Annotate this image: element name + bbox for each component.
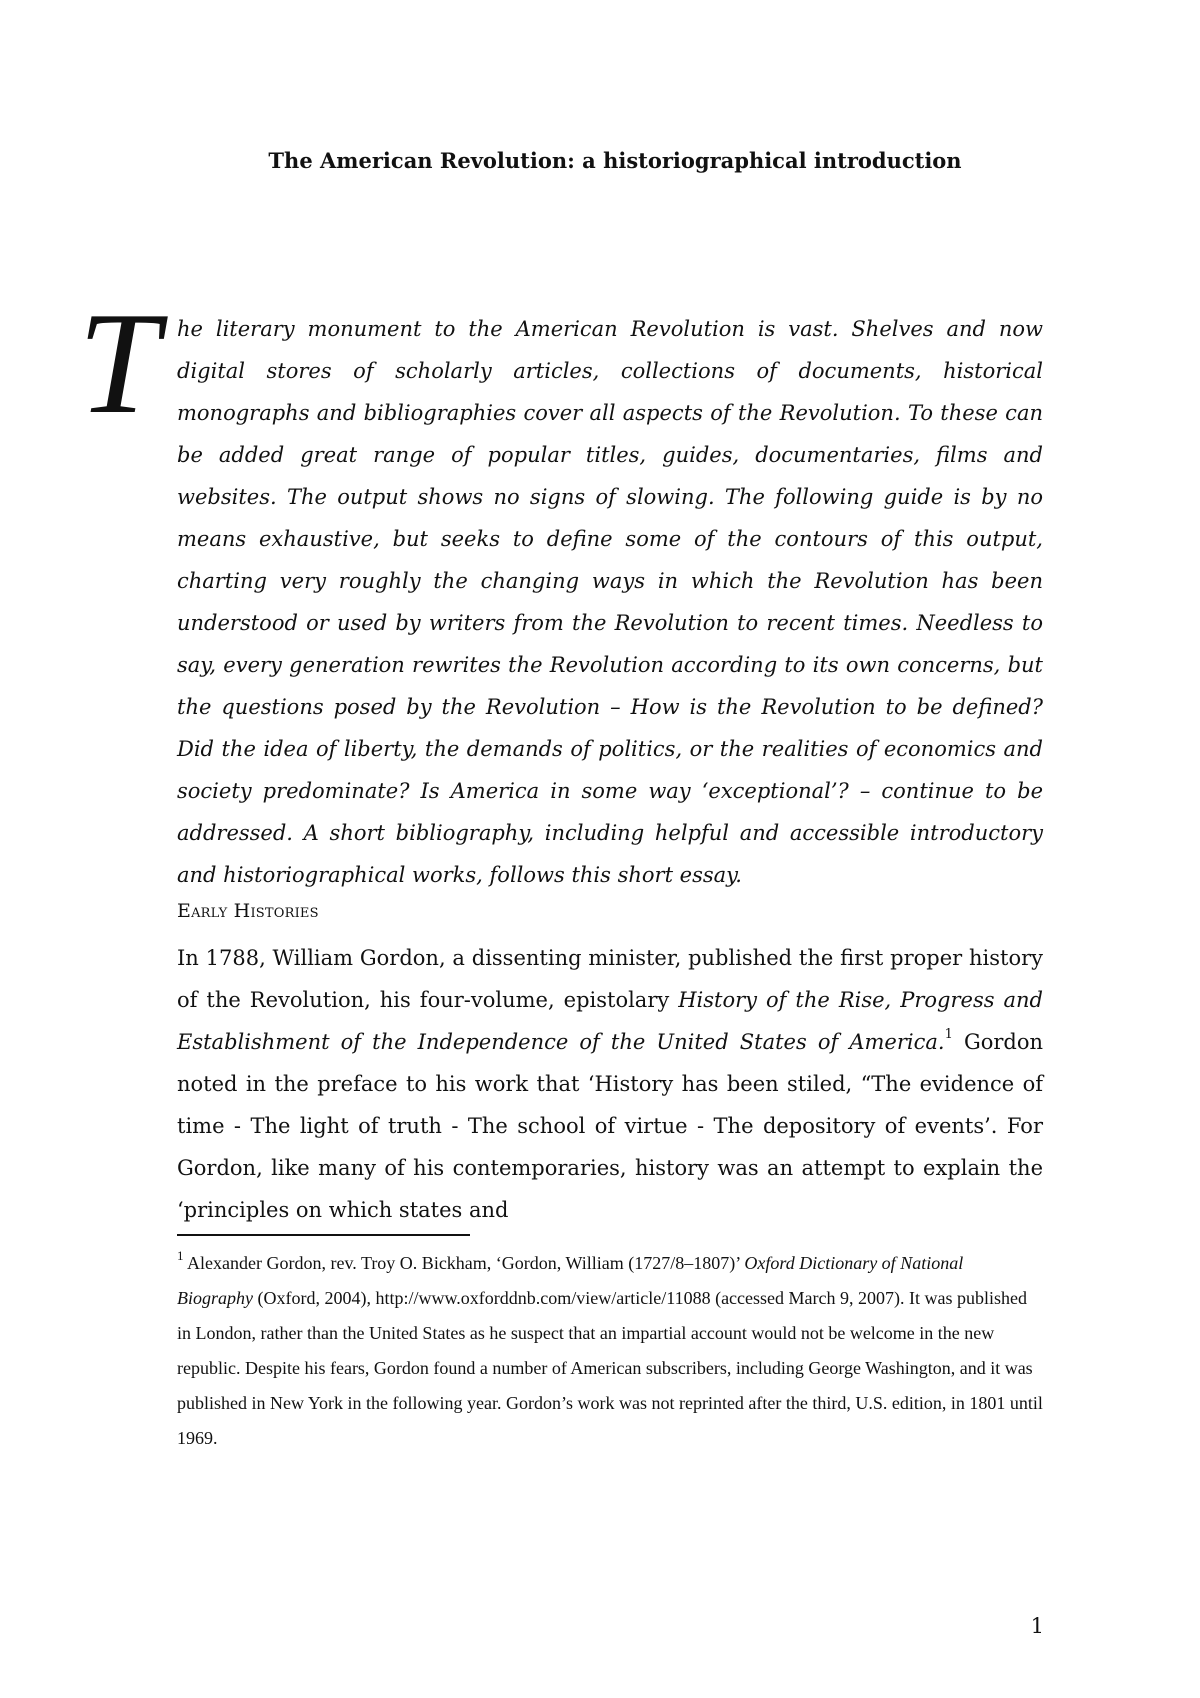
footnote-text-end: (Oxford, 2004), http://www.oxforddnb.com/view/article/11088 (accessed March 9, 2007). It was published in London, rather than the United States as he suspect that an impartial account would not be welcome in the new republic. Despite his fears, Gordon found a number of American subscribers, including George Washington, and it was published in New York in the following year. Gordon’s work was not reprinted after the third, U.S. edition, in 1801 until 1969. [177, 1288, 1043, 1448]
page-title: The American Revolution: a historiographical introduction [268, 148, 962, 173]
drop-cap: T [78, 282, 160, 444]
footnote-text-start: Alexander Gordon, rev. Troy O. Bickham, ‘Gordon, William (1727/8–1807)’ [183, 1253, 745, 1273]
footnote [177, 1246, 1043, 1456]
footnote-reference[interactable]: 1 [944, 1027, 953, 1042]
footnote-separator [177, 1234, 470, 1236]
page-number: 1 [1030, 1614, 1044, 1638]
section-heading: Early Histories [177, 900, 319, 922]
intro-paragraph: he literary monument to the American Revolution is vast. Shelves and now digital stores of scholarly articles, collections of documents, historical monographs and bibliographies cover all aspects of the Revolution. To these can be added great range of popular titles, guides, documentaries, films and websites. The output shows no signs of slowing. The following guide is by no means exhaustive, but seeks to define some of the contours of this output, charting very roughly the changing ways in which the Revolution has been understood or used by writers from the Revolution to recent times. Needless to say, every generation rewrites the Revolution according to its own concerns, but the questions posed by the Revolution – How is the Revolution to be defined? Did the idea of liberty, the demands of politics, or the realities of economics and society predominate? Is America in some way ‘exceptional’? – continue to be addressed. A short bibliography, including helpful and accessible introductory and historiographical works, follows this short essay. [177, 317, 1043, 887]
book-title: History of the Rise, Progress and Establishment of the Independence of the United States of America. [177, 988, 1043, 1054]
footnote-number: 1 [177, 1248, 184, 1263]
footnote-source-title: Oxford Dictionary of National Biography [177, 1253, 964, 1308]
body-paragraph [177, 937, 1043, 1231]
body-text-end: Gordon noted in the preface to his work that ‘History has been stiled, “The evidence of time - The light of truth - The school of virtue - The depository of events’. For Gordon, like many of his contemporaries, history was an attempt to explain the ‘principles on which states and [177, 1030, 1044, 1222]
body-text-start: In 1788, William Gordon, a dissenting minister, published the first proper history of the Revolution, his four-volume, epistolary [177, 946, 1043, 1012]
